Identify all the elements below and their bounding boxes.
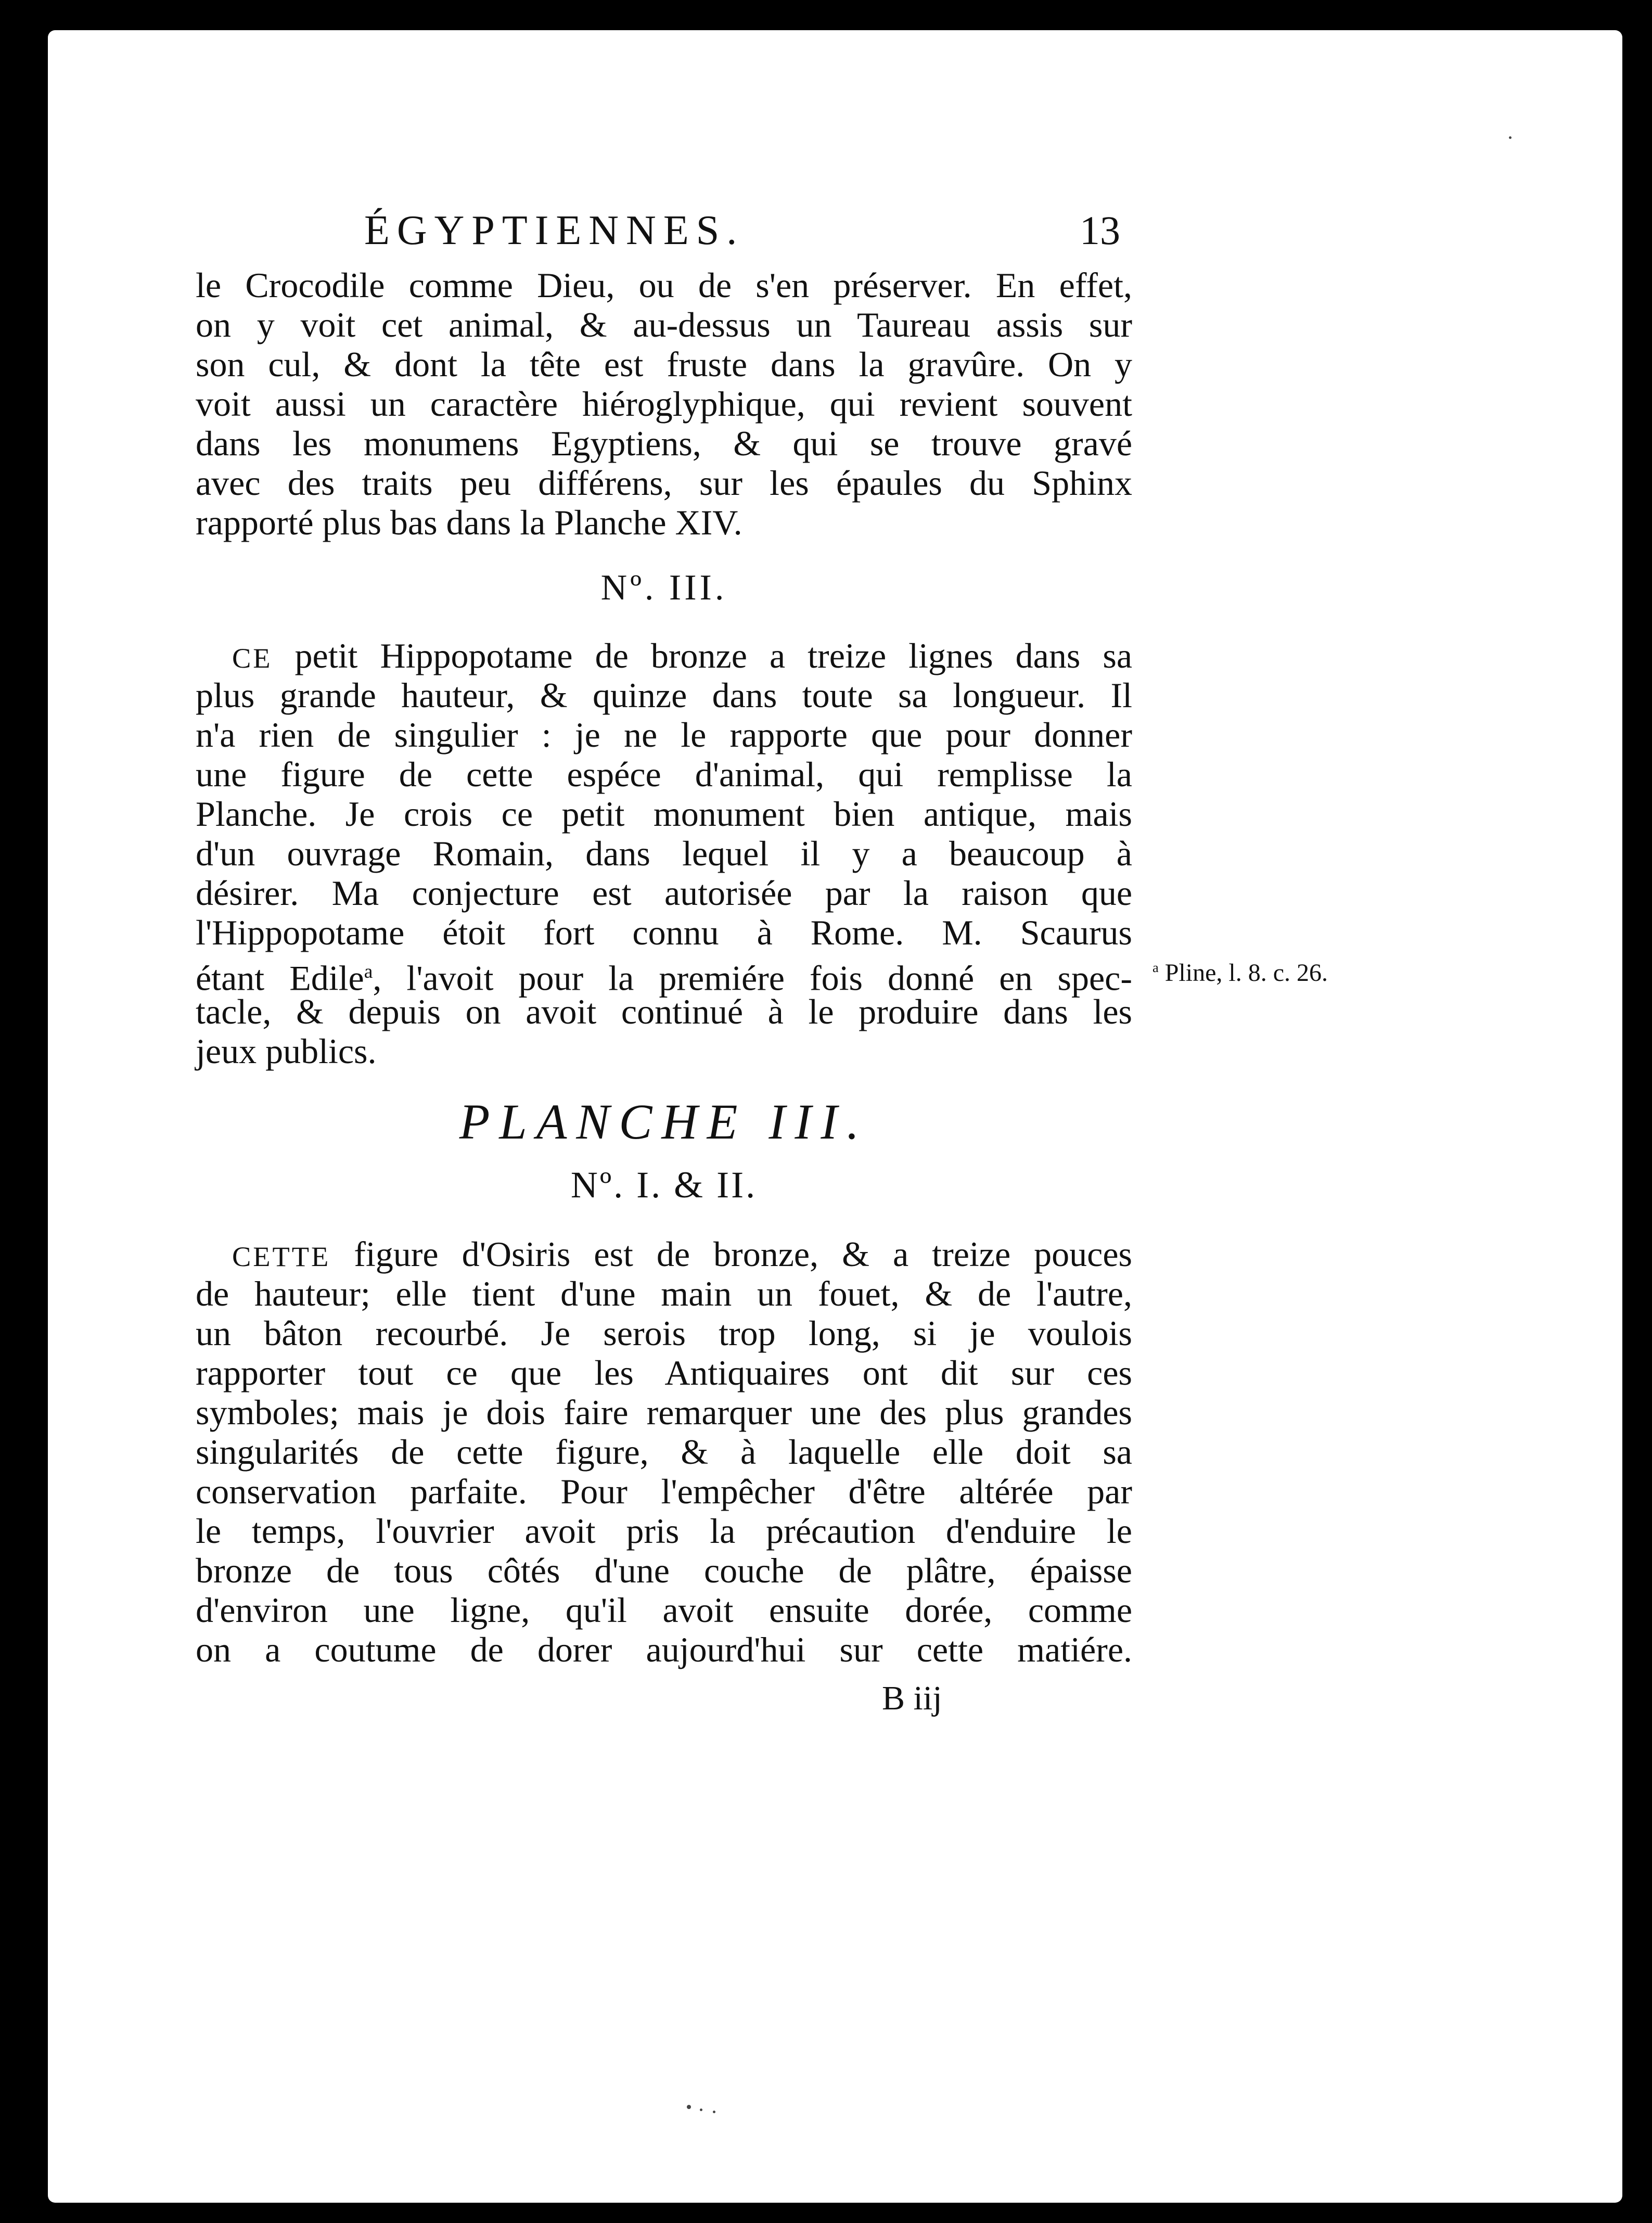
text-line: d'environ une ligne, qu'il avoit ensuite dorée, comme (196, 1590, 1132, 1630)
text-line: plus grande hauteur, & quinze dans toute sa longueur. Il (196, 675, 1132, 715)
text-line: bronze de tous côtés d'une couche de plâtre, épaisse (196, 1551, 1132, 1590)
text-line: d'un ouvrage Romain, dans lequel il y a beaucoup à (196, 834, 1132, 873)
text-line: l'Hippopotame étoit fort connu à Rome. M. Scaurus (196, 913, 1132, 952)
text-run: , l'avoit pour la premiére fois donné en spec- (373, 958, 1132, 998)
text-line: avec des traits peu différens, sur les épaules du Sphinx (196, 463, 1132, 503)
footnote-text: Pline, l. 8. c. 26. (1164, 959, 1328, 987)
footnote-ref: a (364, 961, 373, 982)
text-line: rapporté plus bas dans la Planche XIV. (196, 503, 742, 542)
scan-speck (713, 2111, 715, 2113)
text-line: on a coutume de dorer aujourd'hui sur cette matiére. (196, 1630, 1132, 1669)
text-line: n'a rien de singulier : je ne le rapporte que pour donner (196, 715, 1132, 755)
text-line: singularités de cette figure, & à laquelle elle doit sa (196, 1432, 1132, 1472)
text-line: voit aussi un caractère hiéroglyphique, qui revient souvent (196, 384, 1132, 424)
text-line: un bâton recourbé. Je serois trop long, si je voulois (196, 1313, 1132, 1353)
text-line: jeux publics. (196, 1031, 377, 1071)
footnote-marker: a (1152, 960, 1159, 975)
text-line: dans les monumens Egyptiens, & qui se trouve gravé (196, 424, 1132, 463)
plate-subheading: Nº. I. & II. (570, 1164, 758, 1206)
text-line: tacle, & depuis on avoit continué à le produire dans les (196, 992, 1132, 1031)
text-line-first (196, 636, 1132, 678)
text-run: figure d'Osiris est de bronze, & a treize pouces (330, 1234, 1132, 1274)
text-line: le temps, l'ouvrier avoit pris la précaution d'enduire le (196, 1511, 1132, 1551)
text-line-with-note (196, 952, 1132, 998)
lead-small-caps: CE (232, 643, 273, 674)
text-line: rapporter tout ce que les Antiquaires ont dit sur ces (196, 1353, 1132, 1392)
text-line: on y voit cet animal, & au-dessus un Taureau assis sur (196, 305, 1132, 344)
text-line: son cul, & dont la tête est fruste dans la gravûre. On y (196, 344, 1132, 384)
text-line: Planche. Je crois ce petit monument bien antique, mais (196, 794, 1132, 834)
scan-speck (700, 2109, 702, 2111)
text-line: conservation parfaite. Pour l'empêcher d'être altérée par (196, 1472, 1132, 1511)
section-heading: Nº. III. (600, 568, 727, 608)
text-line: désirer. Ma conjecture est autorisée par la raison que (196, 873, 1132, 913)
scan-speck (1509, 136, 1512, 139)
text-line: le Crocodile comme Dieu, ou de s'en préserver. En effet, (196, 265, 1132, 305)
page-number: 13 (1080, 208, 1120, 253)
signature-mark: B iij (882, 1679, 942, 1717)
text-line: symboles; mais je dois faire remarquer une des plus grandes (196, 1392, 1132, 1432)
running-title: ÉGYPTIENNES. (364, 208, 745, 253)
text-line: une figure de cette espéce d'animal, qui remplisse la (196, 755, 1132, 794)
text-line: de hauteur; elle tient d'une main un fouet, & de l'autre, (196, 1274, 1132, 1313)
marginal-note (1152, 959, 1328, 987)
lead-small-caps: CETTE (232, 1241, 331, 1272)
text-run: petit Hippopotame de bronze a treize lignes dans sa (272, 636, 1132, 675)
text-run: étant Edile (196, 958, 364, 998)
scan-speck (687, 2105, 691, 2109)
plate-title: PLANCHE III. (459, 1094, 869, 1149)
text-line-first (196, 1234, 1132, 1276)
